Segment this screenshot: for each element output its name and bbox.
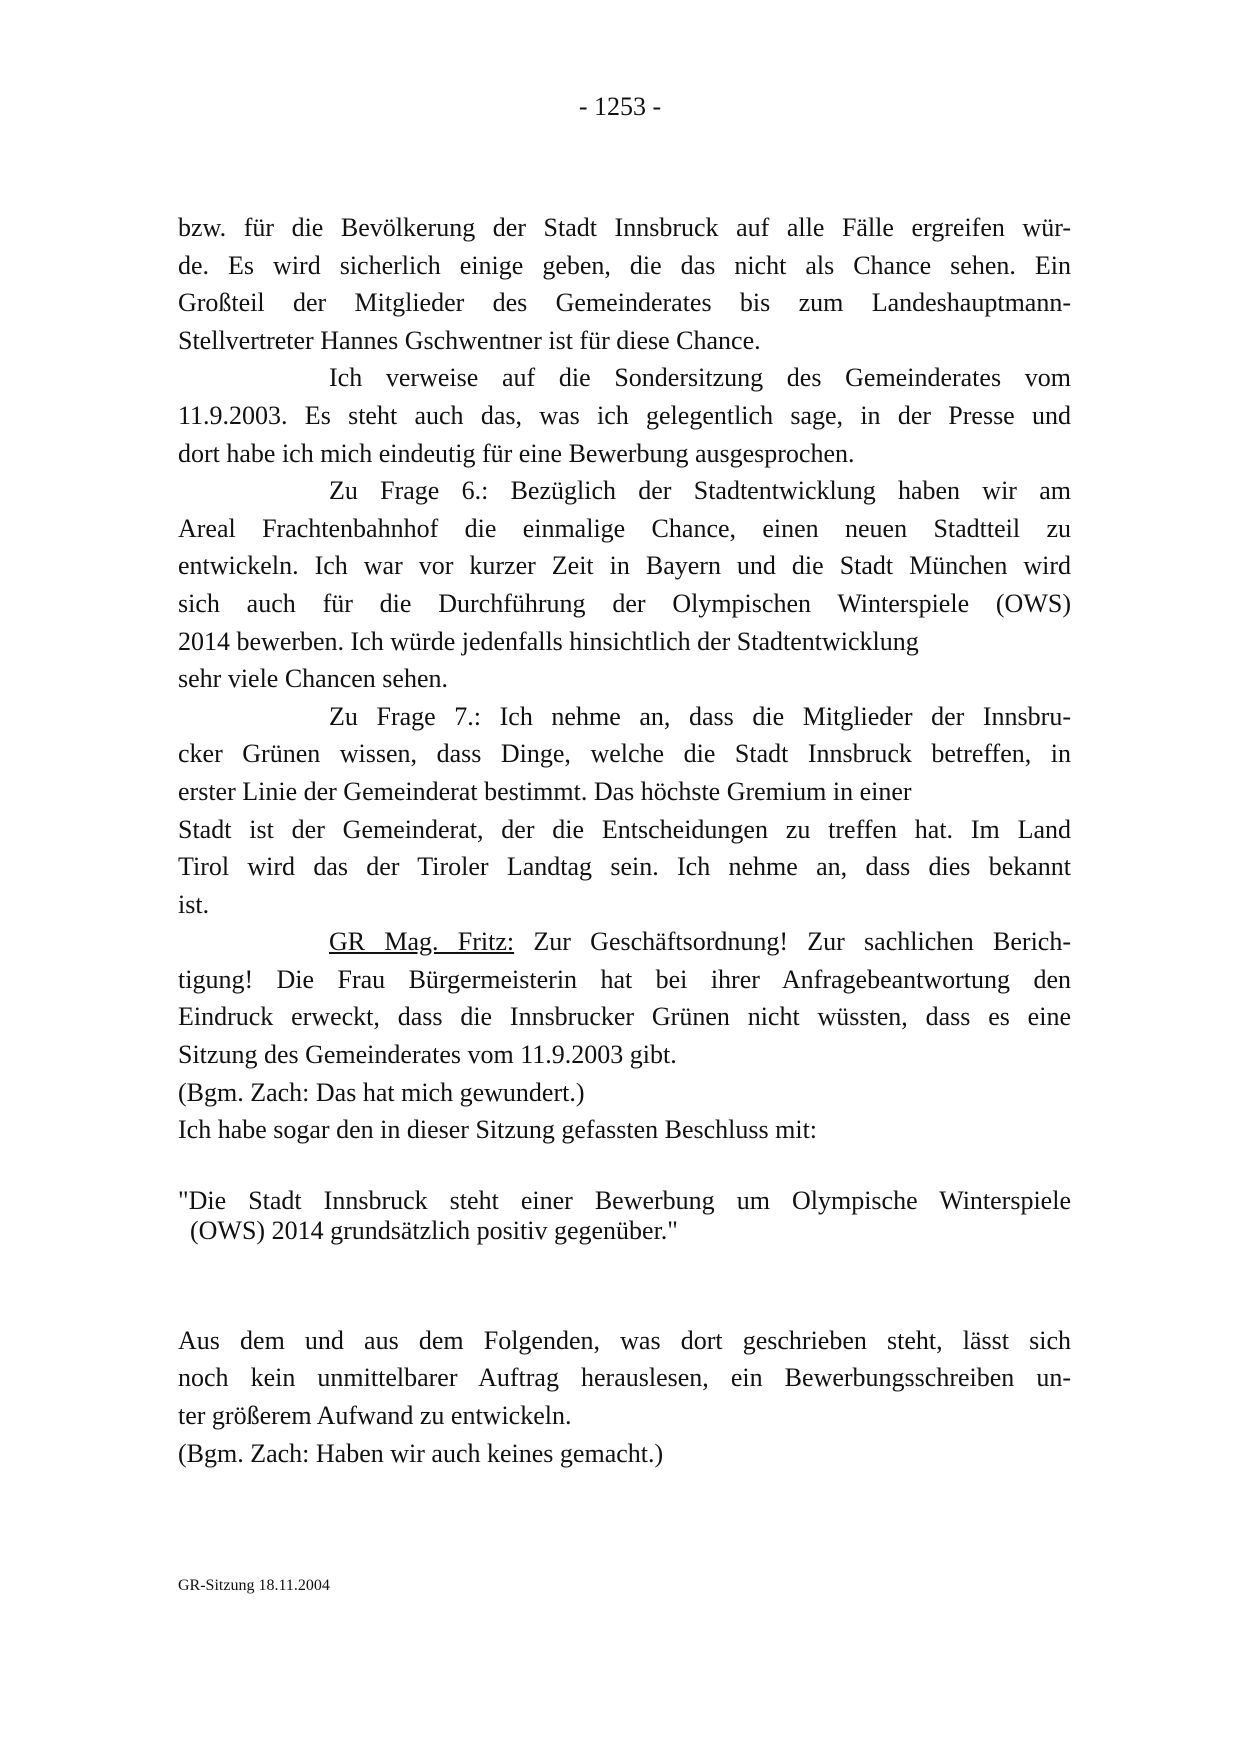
- text-line: sich auch für die Durchführung der Olympischen Winterspiele (OWS): [178, 588, 1071, 618]
- text-line: dort habe ich mich eindeutig für eine Bewerbung ausgesprochen.: [178, 438, 855, 468]
- text-line: [178, 923, 1071, 961]
- text-line: erster Linie der Gemeinderat bestimmt. Das höchste Gremium in einer: [178, 776, 912, 806]
- text-line: Zu Frage 6.: Bezüglich der Stadtentwicklung haben wir am: [329, 476, 1071, 506]
- speaker-name: GR Mag. Fritz:: [329, 927, 515, 957]
- text-line: Großteil der Mitglieder des Gemeinderates bis zum Landeshauptmann-: [178, 288, 1071, 318]
- text-line: Aus dem und aus dem Folgenden, was dort geschrieben steht, lässt sich: [178, 1325, 1071, 1355]
- text-line: 2014 bewerben. Ich würde jedenfalls hinsichtlich der Stadtentwicklung: [178, 626, 919, 656]
- paragraph-7: [178, 1322, 1071, 1435]
- text-line: Ich verweise auf die Sondersitzung des Gemeinderates vom: [329, 363, 1071, 393]
- text-line: noch kein unmittelbarer Auftrag herauslesen, ein Bewerbungsschreiben un-: [178, 1363, 1071, 1393]
- quote-line: (OWS) 2014 grundsätzlich positiv gegenüber.": [190, 1215, 678, 1245]
- quote-line: "Die Stadt Innsbruck steht einer Bewerbung um Olympische Winterspiele: [178, 1185, 1071, 1215]
- text-line: Zu Frage 7.: Ich nehme an, dass die Mitglieder der Innsbru-: [329, 701, 1071, 731]
- paragraph-5: [178, 923, 1071, 1073]
- text-line: de. Es wird sicherlich einige geben, die das nicht als Chance sehen. Ein: [178, 250, 1071, 280]
- text-line: Stadt ist der Gemeinderat, der die Entscheidungen zu treffen hat. Im Land: [178, 814, 1071, 844]
- text-line: ist.: [178, 889, 210, 919]
- text-line: tigung! Die Frau Bürgermeisterin hat bei ihrer Anfragebeantwortung den: [178, 964, 1071, 994]
- text-line: ter größerem Aufwand zu entwickeln.: [178, 1401, 572, 1431]
- text-line: Areal Frachtenbahnhof die einmalige Chance, einen neuen Stadtteil zu: [178, 513, 1071, 543]
- paragraph-3: [178, 472, 1071, 698]
- footer: GR-Sitzung 18.11.2004: [178, 1577, 330, 1594]
- text-line: 11.9.2003. Es steht auch das, was ich gelegentlich sage, in der Presse und: [178, 400, 1071, 430]
- text-line: Tirol wird das der Tiroler Landtag sein. Ich nehme an, dass dies bekannt: [178, 852, 1071, 882]
- page-number: - 1253 -: [578, 92, 662, 121]
- text-line: bzw. für die Bevölkerung der Stadt Innsbruck auf alle Fälle ergreifen wür-: [178, 213, 1071, 242]
- interjection: (Bgm. Zach: Haben wir auch keines gemacht.): [178, 1438, 664, 1468]
- text-line: Stellvertreter Hannes Gschwentner ist für diese Chance.: [178, 325, 761, 355]
- text-line: Ich habe sogar den in dieser Sitzung gefassten Beschluss mit:: [178, 1115, 818, 1145]
- spacer: [178, 1246, 1071, 1322]
- text-line: entwickeln. Ich war vor kurzer Zeit in Bayern und die Stadt München wird: [178, 551, 1071, 581]
- document-body: [178, 209, 1071, 1472]
- quoted-resolution: [178, 1186, 1071, 1246]
- text-line: Eindruck erweckt, dass die Innsbrucker Grünen nicht wüssten, dass es eine: [178, 1002, 1071, 1032]
- text-line: Sitzung des Gemeinderates vom 11.9.2003 gibt.: [178, 1040, 677, 1070]
- text-line: cker Grünen wissen, dass Dinge, welche die Stadt Innsbruck betreffen, in: [178, 739, 1071, 769]
- interjection: (Bgm. Zach: Das hat mich gewundert.): [178, 1077, 585, 1107]
- paragraph-2: [178, 359, 1071, 472]
- paragraph-1: [178, 209, 1071, 359]
- paragraph-4: [178, 698, 1071, 924]
- text-line: sehr viele Chancen sehen.: [178, 664, 449, 694]
- text-fragment: Zur Geschäftsordnung! Zur sachlichen Berich-: [514, 927, 1071, 957]
- spacer: [178, 1149, 1071, 1186]
